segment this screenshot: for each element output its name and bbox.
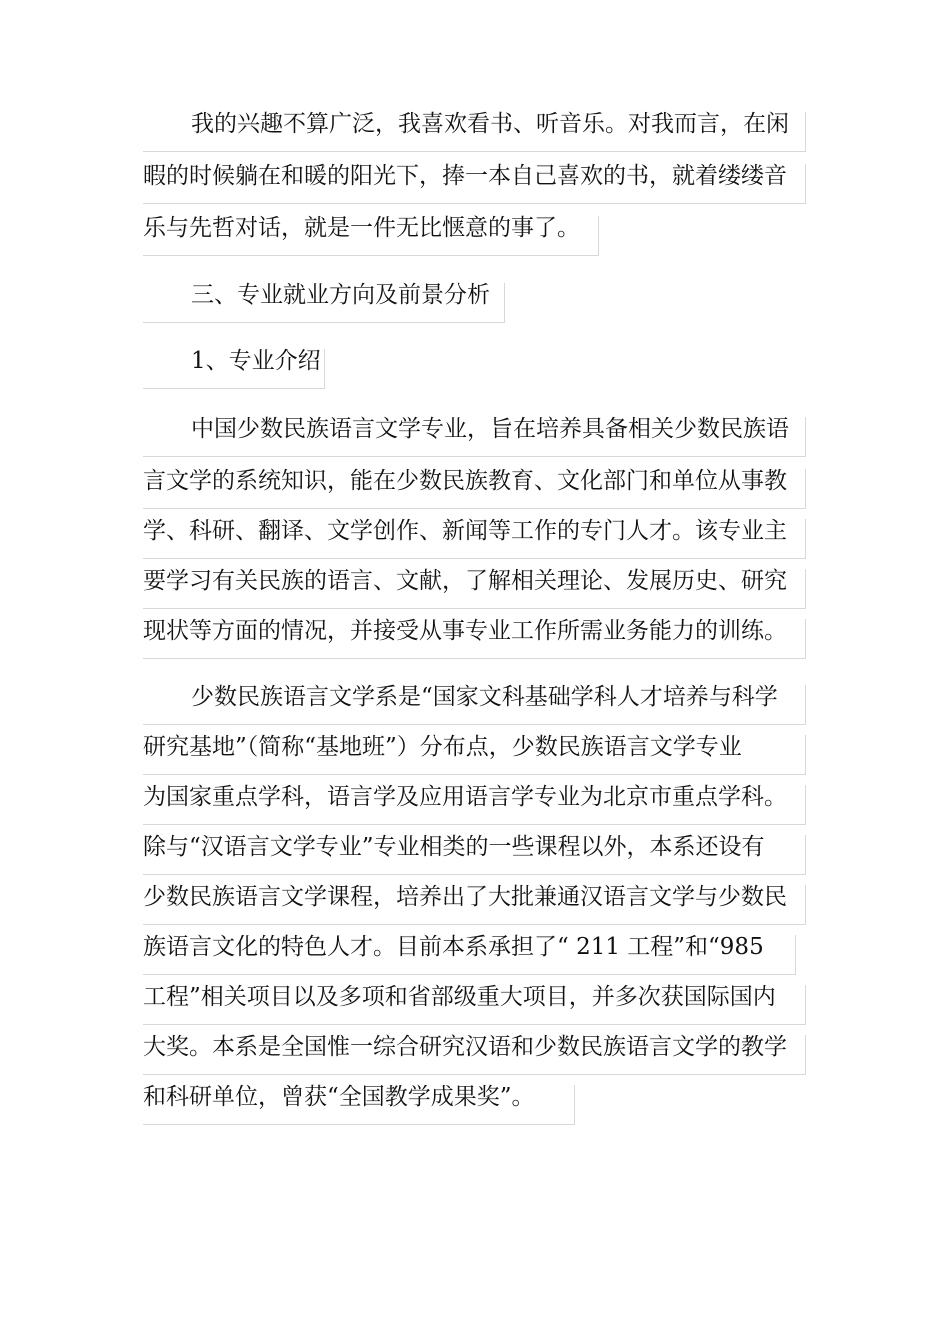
text-line: 和科研单位，曾获“全国教学成果奖”。	[143, 1084, 535, 1110]
heading-text: 三、专业就业方向及前景分析	[191, 282, 490, 308]
paragraph-intro-line	[143, 619, 806, 659]
paragraph-hobbies-line	[143, 112, 806, 152]
text-line: 工程”相关项目以及多项和省部级重大项目，并多次获国际国内	[143, 984, 776, 1010]
paragraph-department-line	[143, 985, 806, 1025]
heading-text: 1、专业介绍	[191, 348, 321, 374]
text-line: 大奖。本系是全国惟一综合研究汉语和少数民族语言文学的教学	[143, 1034, 787, 1060]
text-line: 我的兴趣不算广泛，我喜欢看书、听音乐。对我而言，在闲	[191, 111, 789, 137]
paragraph-department-line	[143, 835, 806, 875]
paragraph-department-line	[143, 1035, 806, 1075]
section-heading	[143, 283, 505, 323]
paragraph-department-line	[143, 735, 806, 775]
paragraph-hobbies-line	[143, 164, 806, 204]
paragraph-department-line	[143, 1085, 575, 1125]
paragraph-department-line	[143, 785, 806, 825]
text-line: 中国少数民族语言文学专业，旨在培养具备相关少数民族语	[191, 416, 789, 442]
text-line: 少数民族语言文学课程，培养出了大批兼通汉语言文学与少数民	[143, 884, 787, 910]
paragraph-intro-line	[143, 417, 806, 457]
paragraph-intro-line	[143, 569, 806, 609]
text-line: 少数民族语言文学系是“国家文科基础学科人才培养与科学	[191, 684, 778, 710]
paragraph-hobbies-line	[143, 216, 599, 256]
paragraph-intro-line	[143, 519, 806, 559]
text-line: 除与“汉语言文学专业”专业相类的一些课程以外，本系还设有	[143, 834, 765, 860]
text-line: 暇的时候躺在和暖的阳光下，捧一本自己喜欢的书，就着缕缕音	[143, 163, 787, 189]
paragraph-intro-line	[143, 469, 806, 509]
text-line: 要学习有关民族的语言、文献，了解相关理论、发展历史、研究	[143, 568, 787, 594]
text-line: 学、科研、翻译、文学创作、新闻等工作的专门人才。该专业主	[143, 518, 787, 544]
text-line: 乐与先哲对话，就是一件无比惬意的事了。	[143, 215, 580, 241]
text-line: 为国家重点学科，语言学及应用语言学专业为北京市重点学科。	[143, 784, 787, 810]
text-line: 现状等方面的情况，并接受从事专业工作所需业务能力的训练。	[143, 618, 787, 644]
text-line: 族语言文化的特色人才。目前本系承担了“ 211 工程”和“985	[143, 934, 764, 960]
text-line: 言文学的系统知识，能在少数民族教育、文化部门和单位从事教	[143, 468, 787, 494]
subsection-heading	[143, 349, 325, 389]
paragraph-department-line	[143, 685, 806, 725]
text-line: 研究基地”（简称“基地班”）分布点，少数民族语言文学专业	[143, 734, 742, 760]
paragraph-department-line	[143, 935, 796, 975]
paragraph-department-line	[143, 885, 806, 925]
